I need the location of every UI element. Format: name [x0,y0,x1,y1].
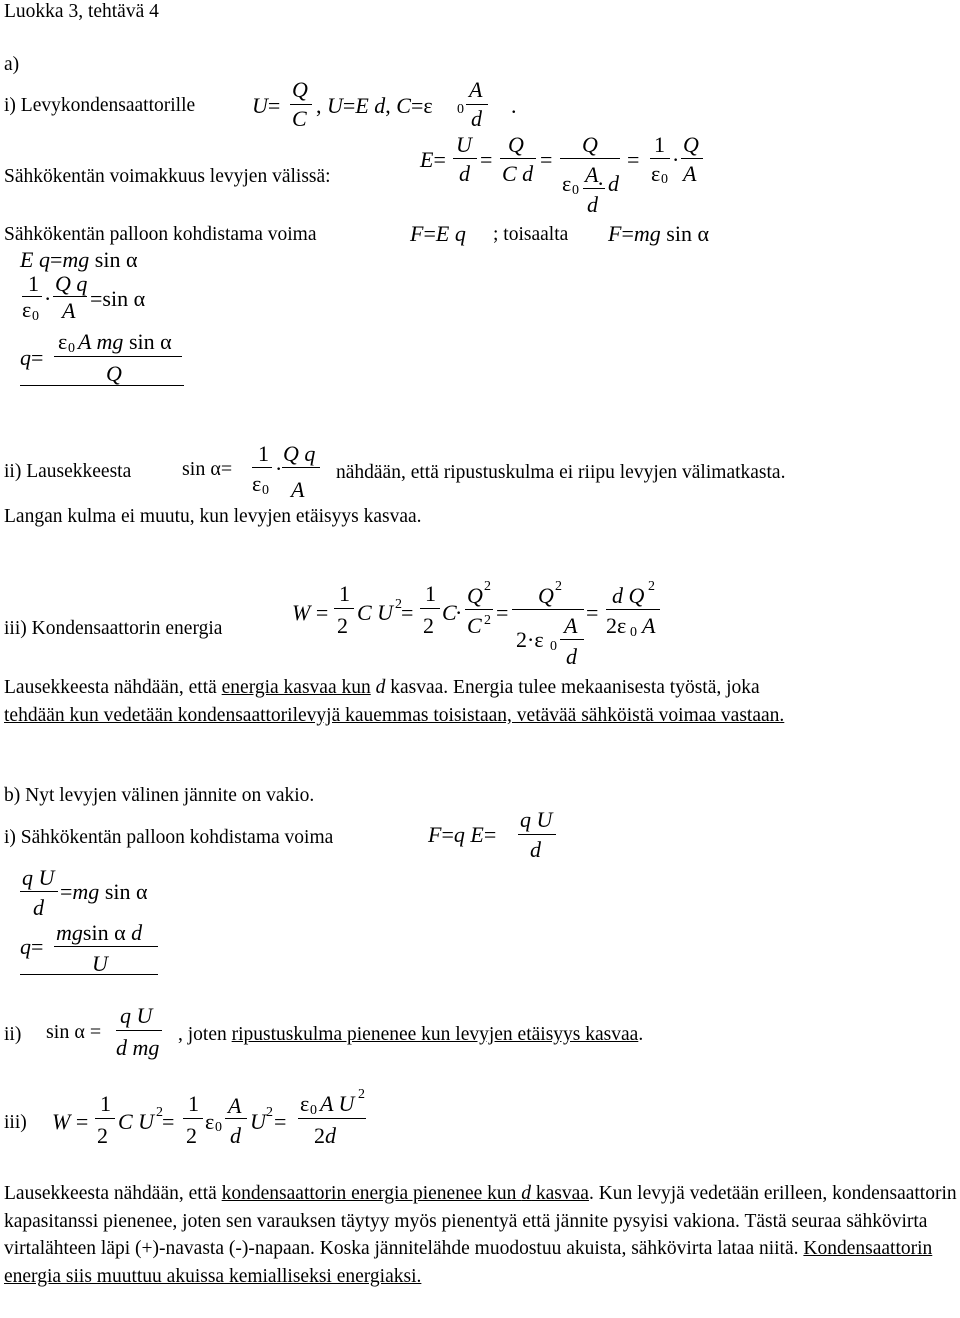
toisaalta-text: ; toisaalta [493,224,569,245]
part-a-label: a) [4,54,20,75]
page-title: Luokka 3, tehtävä 4 [4,1,159,22]
part-a-iii-label: iii) Kondensaattorin energia [4,618,223,639]
part-b-i-label: i) Sähkökentän palloon kohdistama voima [4,827,334,848]
part-b-label: b) Nyt levyjen välinen jännite on vakio. [4,785,315,806]
part-a-ii-text2: Langan kulma ei muutu, kun levyjen etäisyys kasvaa. [4,506,422,527]
force-eq-1: F=E q [410,221,466,246]
eq-balance: E q=mg sin α [20,247,138,272]
force-eq-2: F=mg sin α [608,221,709,246]
part-b-ii-label: ii) [4,1024,22,1045]
part-a-ii-label: ii) Lausekkeesta [4,461,132,482]
part-b-ii-text: , joten ripustuskulma pienenee kun levyjen etäisyys kasvaa. [178,1024,644,1045]
part-b-conclusion: Lausekkeesta nähdään, että kondensaattorin energia pienenee kun d kasvaa. Kun levyjä vedetään erilleen, kondensaattorin kapasitanssi pienenee, joten sen varauksen täytyy myös pienentyä että jännite pysyisi vakiona. Tästä seuraa sähkövirta virtalähteen läpi (+)-navasta (-)-napaan. Koska jännitelähde muodostuu akuista, sähkövirta lataa niitä. Kondensaattorin energia siis muuttuu akuissa kemialliseksi energiaksi. [4,1183,957,1287]
part-b-iii-label: iii) [4,1112,27,1133]
part-a-ii-text: nähdään, että ripustuskulma ei riipu levyjen välimatkasta. [336,462,786,483]
force-label: Sähkökentän palloon kohdistama voima [4,224,317,245]
part-a-i-label: i) Levykondensaattorille [4,95,196,116]
part-a-iii-line1: Lausekkeesta nähdään, että energia kasvaa kun d kasvaa. Energia tulee mekaanisesta työstä, joka [4,677,760,698]
part-a-iii-line2: tehdään kun vedetään kondensaattorilevyjä kauemmas toisistaan, vetävää sähköistä voimaa vastaan. [4,705,785,726]
field-strength-label: Sähkökentän voimakkuus levyjen välissä: [4,166,331,187]
